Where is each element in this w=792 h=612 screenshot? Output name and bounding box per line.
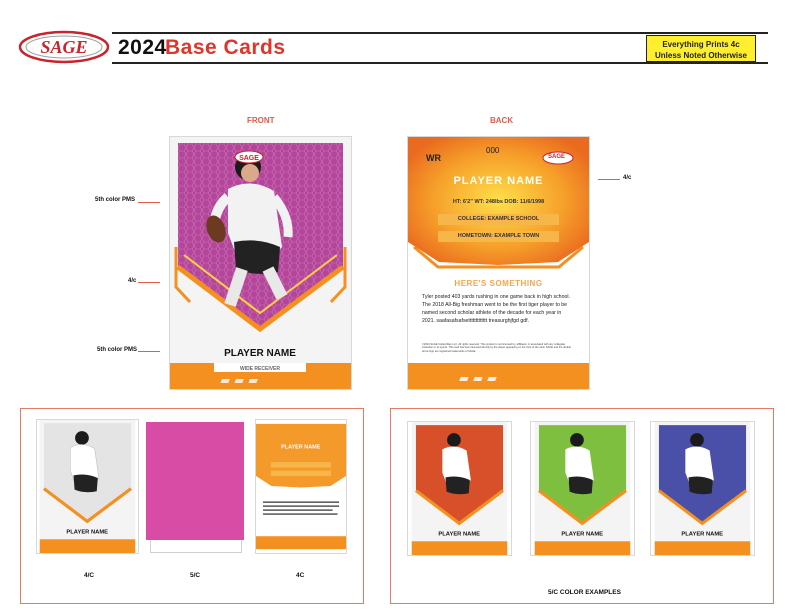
callout-back-right: 4/c <box>623 175 632 181</box>
variant-red-art <box>408 422 511 555</box>
notice-line-2: Unless Noted Otherwise <box>654 51 748 60</box>
back-player-name: PLAYER NAME <box>453 175 544 187</box>
variant-card-green <box>531 422 634 555</box>
mini-front-card-4c <box>37 420 138 553</box>
variant-green-art <box>531 422 634 555</box>
back-number: 000 <box>486 146 500 155</box>
back-card-logo: SAGE <box>548 154 566 160</box>
spot-color-swatch <box>146 422 244 540</box>
spot-card-outline <box>150 540 242 553</box>
caption-5c: 5/C <box>190 572 201 579</box>
mini-back-card-4c <box>256 420 346 553</box>
caption-4c-front: 4/C <box>84 572 95 579</box>
mini-back-art <box>256 420 346 553</box>
variant-card-red <box>408 422 511 555</box>
header-rule-bottom <box>112 62 768 64</box>
back-card <box>408 137 589 389</box>
variant-card-blue <box>651 422 754 555</box>
color-examples-caption: 5/C COLOR EXAMPLES <box>548 589 621 596</box>
back-position: WR <box>426 153 441 163</box>
callout-line-back-right <box>598 179 620 180</box>
back-hometown: HOMETOWN: EXAMPLE TOWN <box>438 231 559 242</box>
front-card-logo: SAGE <box>239 155 259 162</box>
variant-green-player-name: PLAYER NAME <box>561 531 604 538</box>
mini-front-art <box>37 420 138 553</box>
back-section-title: HERE'S SOMETHING <box>454 279 543 288</box>
back-bio: Tyler posted 403 yards rushing in one game back in high school. The 2018 All-Big freshman went to be the first tiger player to be named second scholar athlete of the decade for each year in 2021. saafasafsafsettttttttttttt treasurghjfgd gdf. <box>422 294 570 324</box>
variant-blue-player-name: PLAYER NAME <box>681 531 724 538</box>
mini-back-player-name: PLAYER NAME <box>281 444 321 451</box>
sage-logo <box>18 30 110 64</box>
back-legal: ©2024 SAGE Collectibles LLC. All rights reserved. This product is not licensed by, affiliated, or associated with any collegiate institution or its sports. This card has been licensed directly by the player appearing on the front of the card. SAGE and the double arrow logo are registered trademarks of SAGE. <box>422 343 571 353</box>
back-college: COLLEGE: EXAMPLE SCHOOL <box>438 214 559 225</box>
variant-blue-art <box>651 422 754 555</box>
mini-front-player-name: PLAYER NAME <box>66 529 109 536</box>
front-label: FRONT <box>247 116 275 125</box>
header-rule-top <box>112 32 768 34</box>
variant-red-player-name: PLAYER NAME <box>438 531 481 538</box>
sage-logo-text: SAGE <box>40 37 88 57</box>
callout-front-bottom: 5th color PMS <box>97 347 138 353</box>
back-stats: HT: 6'2" WT: 248lbs DOB: 11/6/1998 <box>452 199 545 205</box>
notice-line-1: Everything Prints 4c <box>662 40 740 49</box>
print-notice <box>646 35 756 62</box>
callout-front-mid: 4/c <box>128 278 137 284</box>
callout-line-front-mid <box>138 282 160 283</box>
front-card <box>170 137 351 389</box>
title-year: 2024 <box>118 36 167 59</box>
callout-line-front-bottom <box>138 351 160 352</box>
back-label: BACK <box>490 116 514 125</box>
front-player-name: PLAYER NAME <box>224 348 296 359</box>
callout-line-front-top <box>138 202 160 203</box>
page-title: Base Cards <box>165 36 286 59</box>
front-card-art <box>170 137 351 389</box>
front-position: WIDE RECEIVER <box>239 366 281 372</box>
caption-4c-back: 4C <box>296 572 305 579</box>
callout-front-top: 5th color PMS <box>95 197 136 203</box>
